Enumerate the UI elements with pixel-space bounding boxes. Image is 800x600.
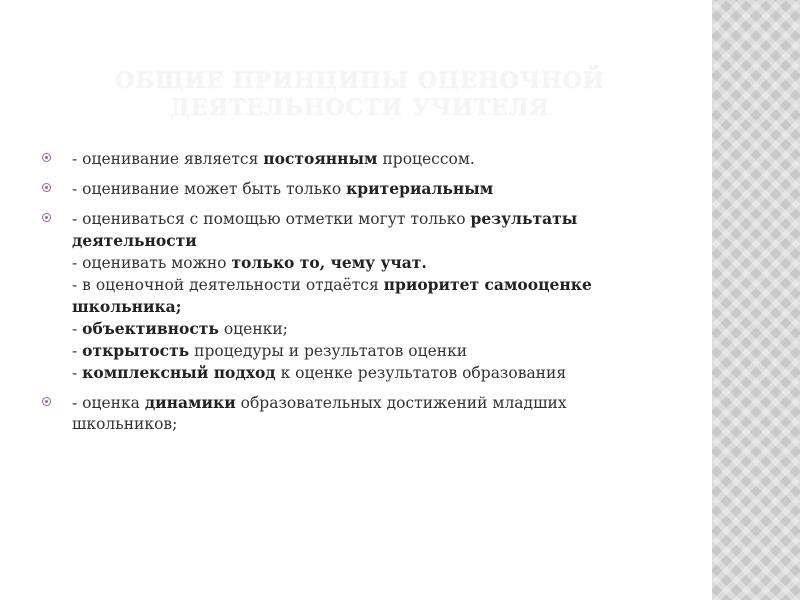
emphasis-text: приоритет самооценке школьника;: [72, 275, 592, 316]
text-segment: -: [72, 320, 83, 338]
bullet-line: [72, 178, 660, 200]
bullet-line: [72, 362, 660, 384]
bullet-line: [72, 208, 660, 252]
text-segment: - оценивать можно: [72, 254, 232, 272]
text-segment: образовательных достижений младших школьников;: [72, 394, 567, 433]
text-segment: -: [72, 342, 83, 360]
bullet-item: [40, 148, 660, 170]
text-segment: - оцениваться с помощью отметки могут только: [72, 210, 471, 228]
emphasis-text: результаты деятельности: [72, 209, 578, 250]
bullet-line: [72, 340, 660, 362]
slide-title-line: ДЕЯТЕЛЬНОСТИ УЧИТЕЛЯ: [170, 95, 550, 121]
text-segment: -: [72, 364, 83, 382]
text-segment: - оценивание может быть только: [72, 180, 347, 198]
bullet-marker-icon: [42, 153, 51, 162]
slide-title: [80, 68, 640, 122]
bullet-line: [72, 392, 660, 435]
bullet-marker-icon: [42, 397, 51, 406]
bullet-line: [72, 274, 660, 318]
bullet-item: [40, 178, 660, 200]
text-segment: - оценка: [72, 394, 145, 412]
text-segment: процессом.: [377, 150, 475, 168]
slide-title-line: ОБЩИЕ ПРИНЦИПЫ ОЦЕНОЧНОЙ: [115, 68, 605, 94]
emphasis-text: комплексный подход: [82, 363, 276, 382]
emphasis-text: только то, чему учат.: [231, 253, 427, 272]
text-segment: оценки;: [218, 320, 288, 338]
emphasis-text: открытость: [82, 341, 190, 360]
emphasis-text: объективность: [82, 319, 219, 338]
emphasis-text: динамики: [144, 393, 236, 412]
text-segment: процедуры и результатов оценки: [189, 342, 468, 360]
bullet-item: [40, 392, 660, 435]
bullet-marker-icon: [42, 213, 51, 222]
bullet-line: [72, 252, 660, 274]
emphasis-text: постоянным: [263, 149, 378, 168]
bullet-item: [40, 208, 660, 384]
decorative-side-panel: [712, 0, 800, 600]
emphasis-text: критериальным: [346, 179, 494, 198]
bullet-line: [72, 148, 660, 170]
text-segment: к оценке результатов образования: [275, 364, 567, 382]
text-segment: - в оценочной деятельности отдаётся: [72, 276, 384, 294]
bullet-marker-icon: [42, 183, 51, 192]
bullet-list: [40, 148, 660, 443]
text-segment: - оценивание является: [72, 150, 264, 168]
bullet-line: [72, 318, 660, 340]
